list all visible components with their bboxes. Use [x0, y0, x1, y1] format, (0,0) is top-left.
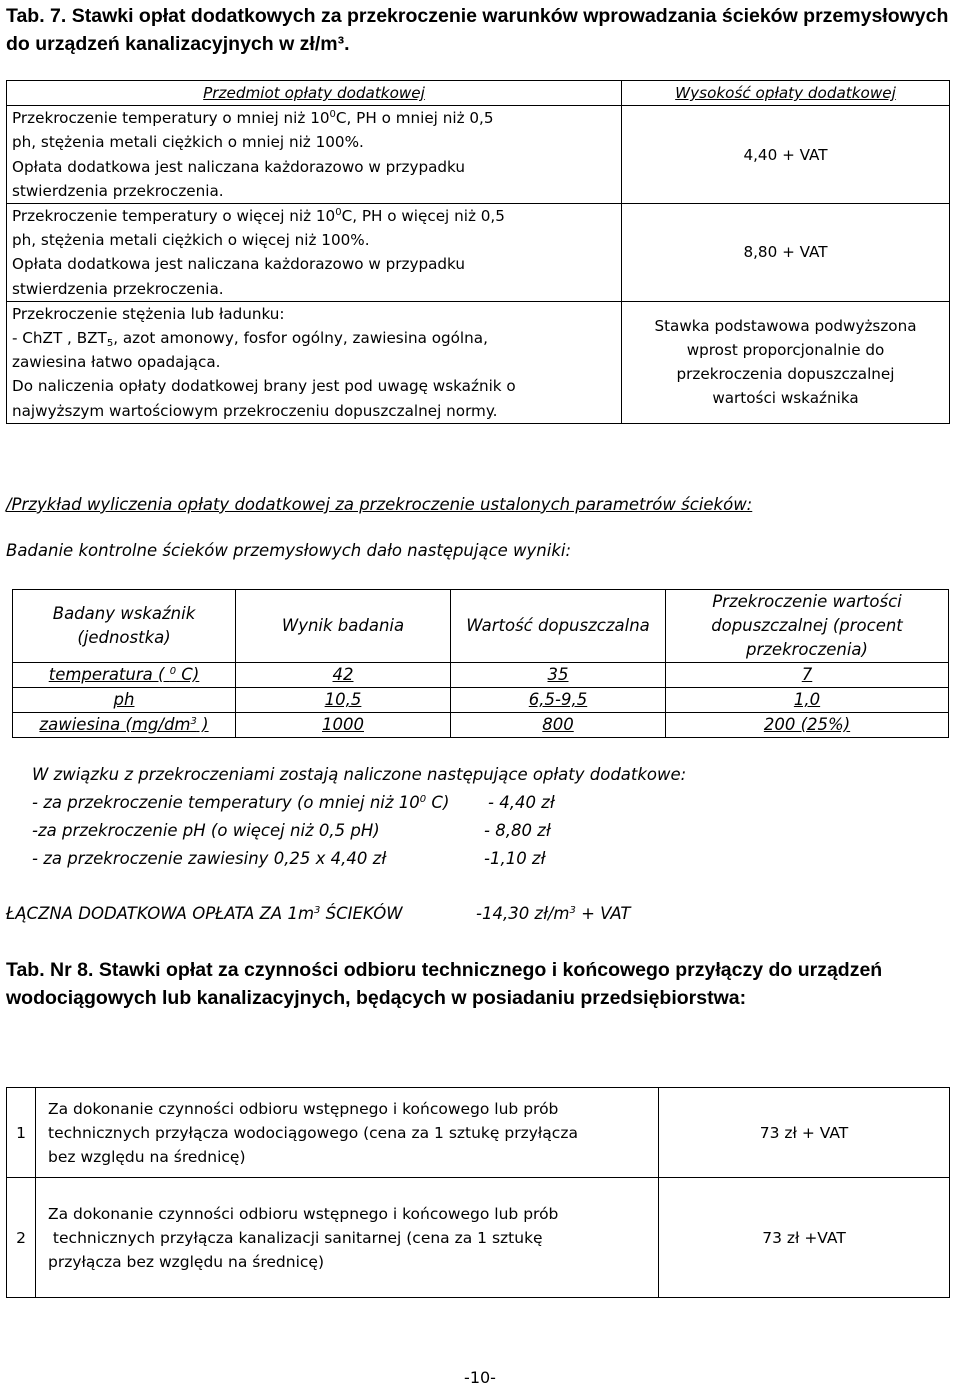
- tab8-price-1: 73 zł + VAT: [659, 1088, 950, 1178]
- tab7-header-left: Przedmiot opłaty dodatkowej: [203, 84, 425, 102]
- tab7-rate-2: 8,80 + VAT: [743, 243, 828, 262]
- total-value: -14,30 $zł/m^3$ + VAT: [476, 904, 631, 923]
- tab7-table: [6, 80, 950, 424]
- col-header-excess: Przekroczenie wartości dopuszczalnej (procent przekroczenia): [666, 590, 949, 663]
- table-row: temperatura ( $^0$ C) 42 35 7: [13, 663, 949, 688]
- tab7-row-3: Przekroczenie stężenia lub ładunku: - ChZT , $BZT_5$, azot amonowy, fosfor ogólny, zawiesina ogólna, zawiesina łatwo opadająca. Do naliczenia opłaty dodatkowej brany jest pod uwagę wskaźnik o najwyższym wartościowym przekroczeniu dopuszczalnej normy. Stawka podstawowa podwyższona wprost proporcjonalnie do przekroczenia dopuszczalnej wartości wskaźnika: [7, 301, 950, 423]
- tab7-rate-3: Stawka podstawowa podwyższona wprost proporcjonalnie do przekroczenia dopuszczalnej wartości wskaźnika: [622, 301, 950, 423]
- col-header-allowed: Wartość dopuszczalna: [451, 590, 666, 663]
- tab8-table: [6, 1087, 950, 1298]
- tab8-row-1: 1 Za dokonanie czynności odbioru wstępnego i końcowego lub prób technicznych przyłącza wodociągowego (cena za 1 sztukę przyłącza bez względu na średnicę) 73 zł + VAT: [7, 1088, 950, 1178]
- example-heading: /Przykład wyliczenia opłaty dodatkowej za przekroczenie ustalonych parametrów ścieków:: [6, 495, 753, 514]
- table-row: zawiesina ($mg/dm^3$ ) 1000 800 200 (25%): [13, 713, 949, 738]
- col-header-indicator: Badany wskaźnik (jednostka): [13, 590, 236, 663]
- tab7-header-right: Wysokość opłaty dodatkowej: [675, 84, 896, 103]
- tab7-rate-1: 4,40 + VAT: [743, 145, 828, 164]
- charge-amount-3: -1,10 zł: [484, 849, 546, 868]
- charges-intro: W związku z przekroczeniami zostają naliczone następujące opłaty dodatkowe:: [32, 765, 687, 784]
- tab7-header-row: [7, 81, 950, 106]
- charge-line-1: - za przekroczenie temperatury (o mniej niż $10^0$ C): [32, 793, 450, 812]
- tab8-title: Tab. Nr 8. Stawki opłat za czynności odbioru technicznego i końcowego przyłączy do urządzeń wodociągowych lub kanalizacyjnych, będących w posiadaniu przedsiębiorstwa:: [6, 959, 883, 1009]
- example-intro: Badanie kontrolne ścieków przemysłowych dało następujące wyniki:: [6, 541, 572, 560]
- example-header-row: [13, 590, 949, 663]
- tab7-row-1: Przekroczenie temperatury o mniej niż $10^0C$, PH o mniej niż 0,5 ph, stężenia metali ciężkich o mniej niż 100%. Opłata dodatkowa jest naliczana każdorazowo w przypadku stwierdzenia przekroczenia. 4,40 + VAT: [7, 106, 950, 204]
- tab7-title: Tab. 7. Stawki opłat dodatkowych za przekroczenie warunków wprowadzania ścieków przemysłowych do urządzeń kanalizacyjnych w zł/m³.: [6, 5, 949, 55]
- tab8-price-2: 73 zł +VAT: [659, 1178, 950, 1298]
- charge-line-3: - za przekroczenie zawiesiny 0,25 x 4,40 zł: [32, 849, 387, 868]
- page-number: -10-: [464, 1368, 496, 1387]
- example-table: [12, 589, 949, 738]
- charge-amount-1: - 4,40 zł: [488, 793, 555, 812]
- table-row: ph 10,5 6,5-9,5 1,0: [13, 688, 949, 713]
- total-label: ŁĄCZNA DODATKOWA OPŁATA ZA $1m^3$ ŚCIEKÓW: [6, 904, 403, 923]
- charge-amount-2: - 8,80 zł: [484, 821, 551, 840]
- tab8-row-2: 2 Za dokonanie czynności odbioru wstępnego i końcowego lub prób technicznych przyłącza kanalizacji sanitarnej (cena za 1 sztukę przyłącza bez względu na średnicę) 73 zł +VAT: [7, 1178, 950, 1298]
- tab7-row-2: Przekroczenie temperatury o więcej niż $10^0C$, PH o więcej niż 0,5 ph, stężenia metali ciężkich o więcej niż 100%. Opłata dodatkowa jest naliczana każdorazowo w przypadku stwierdzenia przekroczenia. 8,80 + VAT: [7, 204, 950, 302]
- charge-line-2: -za przekroczenie pH (o więcej niż 0,5 pH): [32, 821, 380, 840]
- col-header-result: Wynik badania: [236, 590, 451, 663]
